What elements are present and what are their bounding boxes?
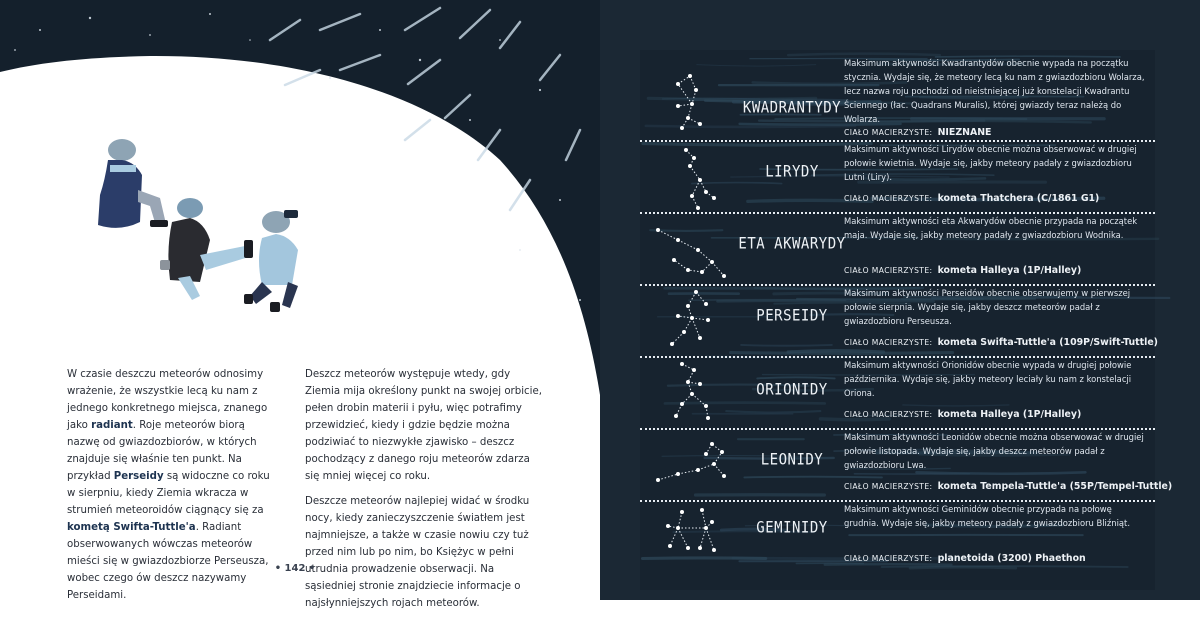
shower-name: GEMINIDY [756, 518, 828, 538]
shower-description: Maksimum aktywności eta Akwarydów obecnie przypada na początek maja. Wydaje się, jakby meteory padały z gwiazdozbioru Wodnika. [844, 216, 1138, 240]
highlight-perseidy: Perseidy [113, 471, 164, 482]
parent-body-value: kometa Halleya (1P/Halley) [937, 409, 1082, 420]
shower-row [640, 142, 1155, 210]
shower-row [640, 214, 1155, 282]
shower-name: PERSEIDY [756, 306, 828, 326]
right-page [600, 0, 1200, 600]
shower-row [640, 286, 1158, 354]
parent-body [844, 258, 1154, 277]
meteor-icon [510, 180, 530, 210]
text-segment: W czasie deszczu meteorów odnosimy wrażenie, że wszystkie lecą ku nam z jednego konkretnego miejsca, znanego jako [67, 369, 268, 431]
parent-body [844, 402, 1154, 421]
shower-row [640, 358, 1155, 426]
shower-description: Maksimum aktywności Leonidów obecnie można obserwować w drugiej połowie listopada. Wydaje się, jakby deszcz meteorów padał z gwiazdozbioru Lwa. [844, 432, 1144, 470]
shower-description: Maksimum aktywności Lirydów obecnie można obserwować w drugiej połowie kwietnia. Wydaje się, jakby meteory padały z gwiazdozbioru Lutni (Liry). [844, 144, 1137, 182]
parent-body-label: CIAŁO MACIERZYSTE: [844, 554, 933, 563]
parent-body [844, 120, 1154, 139]
parent-body-label: CIAŁO MACIERZYSTE: [844, 482, 933, 491]
shower-row [640, 58, 1155, 138]
shower-name: LIRYDY [765, 162, 819, 182]
text-segment: są widoczne co roku w sierpniu, kiedy Ziemia wkracza w strumień meteoroidów ciągnący się za [67, 471, 270, 516]
text-segment: . Radiant obserwowanych wówczas meteorów mieści się w gwiazdozbiorze Perseusza, wobec czego ów deszcz nazywamy Perseidami. [67, 522, 269, 601]
child-figure-icon [244, 210, 298, 312]
shower-row [640, 430, 1173, 498]
child-figure-icon [98, 139, 168, 228]
highlight-radiant: radiant [91, 420, 133, 431]
text-segment: . Roje meteorów biorą nazwę od gwiazdozbiorów, w których znajduje się właśnie ten punkt. Na przykład [67, 420, 257, 482]
page-number: • 142 • [274, 563, 316, 574]
paragraph-viewing: Deszcze meteorów najlepiej widać w środku nocy, kiedy zanieczyszczenie światłem jest najmniejsze, a także w czasie nowiu czy tuż przed nim lub po nim, bo Księżyc w pełni utrudnia prowadzenie obserwacji. Na sąsiedniej stronie znajdziecie informacje o najsłynniejszych rojach meteorów. [305, 496, 530, 609]
meteor-icon [405, 120, 430, 140]
explanation-column [305, 366, 545, 620]
parent-body-label: CIAŁO MACIERZYSTE: [844, 266, 933, 275]
parent-body-value: kometa Thatchera (C/1861 G1) [937, 193, 1100, 204]
parent-body [844, 186, 1154, 205]
shower-name: ETA AKWARYDY [738, 234, 846, 254]
child-figure-icon [160, 198, 253, 300]
parent-body-label: CIAŁO MACIERZYSTE: [844, 338, 933, 347]
parent-body-value: planetoida (3200) Phaethon [937, 553, 1086, 564]
parent-body [844, 330, 1158, 349]
shower-description: Maksimum aktywności Orionidów obecnie wypada w drugiej połowie października. Wydaje się, jakby meteory leciały ku nam z konstelacji Oriona. [844, 360, 1132, 398]
left-page [0, 0, 600, 609]
parent-body [844, 546, 1154, 565]
parent-body-value: NIEZNANE [937, 127, 992, 138]
shower-name: LEONIDY [760, 450, 824, 470]
shower-description: Maksimum aktywności Geminidów obecnie przypada na połowę grudnia. Wydaje się, jakby meteory padały z gwiazdozbioru Bliźniąt. [844, 504, 1130, 528]
meteor-icon [285, 70, 320, 85]
parent-body [844, 474, 1173, 493]
shower-description: Maksimum aktywności Kwadrantydów obecnie wypada na początku stycznia. Wydaje się, że meteory lecą ku nam z gwiazdozbioru Wolarza, lecz nazwa roju pochodzi od nieistniejącej już konstelacji Kwadrantu Ściennego (łac. Quadrans Muralis), której gwiazdy teraz należą do Wolarza. [844, 58, 1145, 124]
shower-name: ORIONIDY [756, 380, 828, 400]
parent-body-value: kometa Swifta-Tuttle'a (109P/Swift-Tuttle) [937, 337, 1158, 348]
parent-body-value: kometa Tempela-Tuttle'a (55P/Tempel-Tuttle) [937, 481, 1173, 492]
parent-body-value: kometa Halleya (1P/Halley) [937, 265, 1082, 276]
parent-body-label: CIAŁO MACIERZYSTE: [844, 410, 933, 419]
parent-body-label: CIAŁO MACIERZYSTE: [844, 194, 933, 203]
intro-paragraph [67, 366, 279, 604]
highlight-comet: kometą Swifta-Tuttle'a [67, 522, 196, 533]
shower-description: Maksimum aktywności Perseidów obecnie obserwujemy w pierwszej połowie sierpnia. Wydaje się, jakby deszcz meteorów padał z gwiazdozbioru Perseusza. [844, 288, 1131, 326]
parent-body-label: CIAŁO MACIERZYSTE: [844, 128, 933, 137]
shower-row [640, 502, 1155, 570]
shower-name: KWADRANTYDY [742, 98, 842, 118]
paragraph-prediction: Deszcz meteorów występuje wtedy, gdy Ziemia mija określony punkt na swojej orbicie, pełen drobin materii i pyłu, więc potrafimy przewidzieć, kiedy i gdzie będzie można podziwiać to niezwykłe zjawisko – deszcz pochodzący z danego roju meteorów zdarza się mniej więcej co roku. [305, 369, 542, 482]
